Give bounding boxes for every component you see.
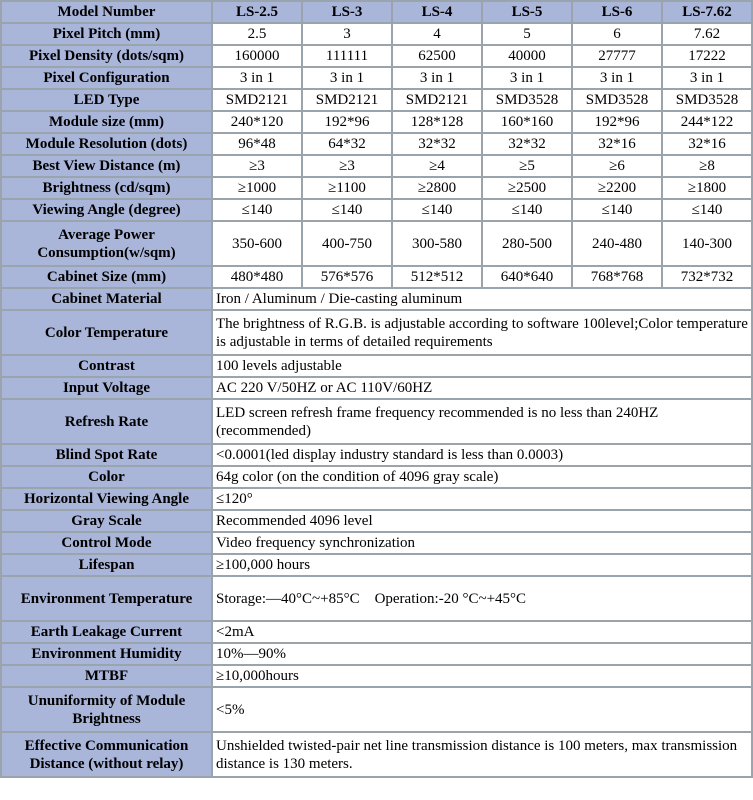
cell-value: 140-300 <box>662 221 752 266</box>
row-label: Effective Communication Distance (without relay) <box>1 732 212 777</box>
row-label: Ununiformity of Module Brightness <box>1 687 212 732</box>
cell-value: 3 in 1 <box>392 67 482 89</box>
cell-value: 32*16 <box>662 133 752 155</box>
cell-value: ≤140 <box>482 199 572 221</box>
spec-wide-row <box>1 310 752 355</box>
row-label: Viewing Angle (degree) <box>1 199 212 221</box>
row-label: LED Type <box>1 89 212 111</box>
cell-value: ≤140 <box>212 199 302 221</box>
cell-value: 64*32 <box>302 133 392 155</box>
wide-value: Storage:—40°C~+85°C Operation:-20 °C~+45°C <box>212 576 752 621</box>
cell-value: 2.5 <box>212 23 302 45</box>
cell-value: ≥2800 <box>392 177 482 199</box>
cell-value: 62500 <box>392 45 482 67</box>
spec-row <box>1 177 752 199</box>
spec-wide-row <box>1 621 752 643</box>
spec-row <box>1 266 752 288</box>
cell-value: 240*120 <box>212 111 302 133</box>
row-label: Color <box>1 466 212 488</box>
wide-value: 64g color (on the condition of 4096 gray scale) <box>212 466 752 488</box>
cell-value: 5 <box>482 23 572 45</box>
cell-value: 32*16 <box>572 133 662 155</box>
cell-value: 3 in 1 <box>212 67 302 89</box>
spec-wide-row <box>1 732 752 777</box>
row-label: Gray Scale <box>1 510 212 532</box>
cell-value: ≥4 <box>392 155 482 177</box>
wide-value: Video frequency synchronization <box>212 532 752 554</box>
row-label: Environment Temperature <box>1 576 212 621</box>
spec-row <box>1 199 752 221</box>
row-label: Lifespan <box>1 554 212 576</box>
cell-value: 400-750 <box>302 221 392 266</box>
wide-value: AC 220 V/50HZ or AC 110V/60HZ <box>212 377 752 399</box>
row-label: Control Mode <box>1 532 212 554</box>
model-number-row <box>1 1 752 23</box>
spec-wide-row <box>1 466 752 488</box>
cell-value: 7.62 <box>662 23 752 45</box>
spec-row <box>1 111 752 133</box>
cell-value: 350-600 <box>212 221 302 266</box>
cell-value: 4 <box>392 23 482 45</box>
cell-value: 17222 <box>662 45 752 67</box>
row-label: Pixel Configuration <box>1 67 212 89</box>
cell-value: 160*160 <box>482 111 572 133</box>
cell-value: 3 in 1 <box>302 67 392 89</box>
model-header: LS-6 <box>572 1 662 23</box>
cell-value: 160000 <box>212 45 302 67</box>
row-label: Contrast <box>1 355 212 377</box>
row-label: Module Resolution (dots) <box>1 133 212 155</box>
cell-value: 192*96 <box>572 111 662 133</box>
spec-wide-row <box>1 510 752 532</box>
wide-value: ≥100,000 hours <box>212 554 752 576</box>
cell-value: ≥8 <box>662 155 752 177</box>
cell-value: 480*480 <box>212 266 302 288</box>
cell-value: ≥5 <box>482 155 572 177</box>
wide-value: 100 levels adjustable <box>212 355 752 377</box>
cell-value: 280-500 <box>482 221 572 266</box>
cell-value: ≥6 <box>572 155 662 177</box>
cell-value: ≥1100 <box>302 177 392 199</box>
wide-value: <2mA <box>212 621 752 643</box>
wide-value: Recommended 4096 level <box>212 510 752 532</box>
cell-value: 111111 <box>302 45 392 67</box>
wide-value: 10%—90% <box>212 643 752 665</box>
cell-value: 32*32 <box>482 133 572 155</box>
spec-wide-row <box>1 444 752 466</box>
cell-value: ≥3 <box>212 155 302 177</box>
row-label: Input Voltage <box>1 377 212 399</box>
cell-value: 128*128 <box>392 111 482 133</box>
cell-value: 244*122 <box>662 111 752 133</box>
model-header: LS-7.62 <box>662 1 752 23</box>
spec-wide-row <box>1 377 752 399</box>
cell-value: ≥1800 <box>662 177 752 199</box>
wide-value: The brightness of R.G.B. is adjustable according to software 100level;Color temperature is adjustable in terms of detailed requirements <box>212 310 752 355</box>
cell-value: 240-480 <box>572 221 662 266</box>
row-label: MTBF <box>1 665 212 687</box>
cell-value: 576*576 <box>302 266 392 288</box>
row-label: Blind Spot Rate <box>1 444 212 466</box>
row-label: Best View Distance (m) <box>1 155 212 177</box>
cell-value: ≥1000 <box>212 177 302 199</box>
cell-value: SMD3528 <box>572 89 662 111</box>
cell-value: 6 <box>572 23 662 45</box>
cell-value: 3 in 1 <box>572 67 662 89</box>
model-header: LS-2.5 <box>212 1 302 23</box>
cell-value: ≤140 <box>572 199 662 221</box>
cell-value: ≤140 <box>662 199 752 221</box>
cell-value: ≤140 <box>392 199 482 221</box>
row-label: Pixel Pitch (mm) <box>1 23 212 45</box>
cell-value: 3 in 1 <box>482 67 572 89</box>
cell-value: ≥2500 <box>482 177 572 199</box>
row-label: Model Number <box>1 1 212 23</box>
spec-row <box>1 45 752 67</box>
cell-value: SMD2121 <box>302 89 392 111</box>
cell-value: 27777 <box>572 45 662 67</box>
spec-wide-row <box>1 288 752 310</box>
cell-value: 640*640 <box>482 266 572 288</box>
wide-value: Unshielded twisted-pair net line transmission distance is 100 meters, max transmission distance is 130 meters. <box>212 732 752 777</box>
spec-wide-row <box>1 643 752 665</box>
spec-wide-row <box>1 399 752 444</box>
row-label: Color Temperature <box>1 310 212 355</box>
row-label: Brightness (cd/sqm) <box>1 177 212 199</box>
spec-wide-row <box>1 488 752 510</box>
wide-value: LED screen refresh frame frequency recommended is no less than 240HZ (recommended) <box>212 399 752 444</box>
spec-wide-row <box>1 355 752 377</box>
spec-wide-row <box>1 532 752 554</box>
cell-value: 732*732 <box>662 266 752 288</box>
spec-wide-row <box>1 554 752 576</box>
cell-value: 96*48 <box>212 133 302 155</box>
row-label: Horizontal Viewing Angle <box>1 488 212 510</box>
spec-row <box>1 133 752 155</box>
wide-value: ≤120° <box>212 488 752 510</box>
spec-wide-row <box>1 576 752 621</box>
spec-row <box>1 89 752 111</box>
cell-value: 32*32 <box>392 133 482 155</box>
cell-value: 40000 <box>482 45 572 67</box>
wide-value: Iron / Aluminum / Die-casting aluminum <box>212 288 752 310</box>
model-header: LS-3 <box>302 1 392 23</box>
cell-value: 768*768 <box>572 266 662 288</box>
wide-value: ≥10,000hours <box>212 665 752 687</box>
spec-row <box>1 67 752 89</box>
cell-value: ≥3 <box>302 155 392 177</box>
cell-value: 300-580 <box>392 221 482 266</box>
cell-value: SMD3528 <box>482 89 572 111</box>
cell-value: 192*96 <box>302 111 392 133</box>
wide-value: <0.0001(led display industry standard is less than 0.0003) <box>212 444 752 466</box>
row-label: Cabinet Material <box>1 288 212 310</box>
spec-row <box>1 155 752 177</box>
model-header: LS-5 <box>482 1 572 23</box>
cell-value: 512*512 <box>392 266 482 288</box>
row-label: Average Power Consumption(w/sqm) <box>1 221 212 266</box>
model-header: LS-4 <box>392 1 482 23</box>
spec-row <box>1 221 752 266</box>
wide-value: <5% <box>212 687 752 732</box>
cell-value: SMD2121 <box>392 89 482 111</box>
cell-value: ≥2200 <box>572 177 662 199</box>
row-label: Cabinet Size (mm) <box>1 266 212 288</box>
row-label: Earth Leakage Current <box>1 621 212 643</box>
cell-value: SMD3528 <box>662 89 752 111</box>
row-label: Pixel Density (dots/sqm) <box>1 45 212 67</box>
row-label: Refresh Rate <box>1 399 212 444</box>
cell-value: ≤140 <box>302 199 392 221</box>
row-label: Module size (mm) <box>1 111 212 133</box>
spec-row <box>1 23 752 45</box>
cell-value: SMD2121 <box>212 89 302 111</box>
spec-table-body <box>1 1 752 777</box>
cell-value: 3 <box>302 23 392 45</box>
spec-wide-row <box>1 687 752 732</box>
spec-wide-row <box>1 665 752 687</box>
cell-value: 3 in 1 <box>662 67 752 89</box>
row-label: Environment Humidity <box>1 643 212 665</box>
